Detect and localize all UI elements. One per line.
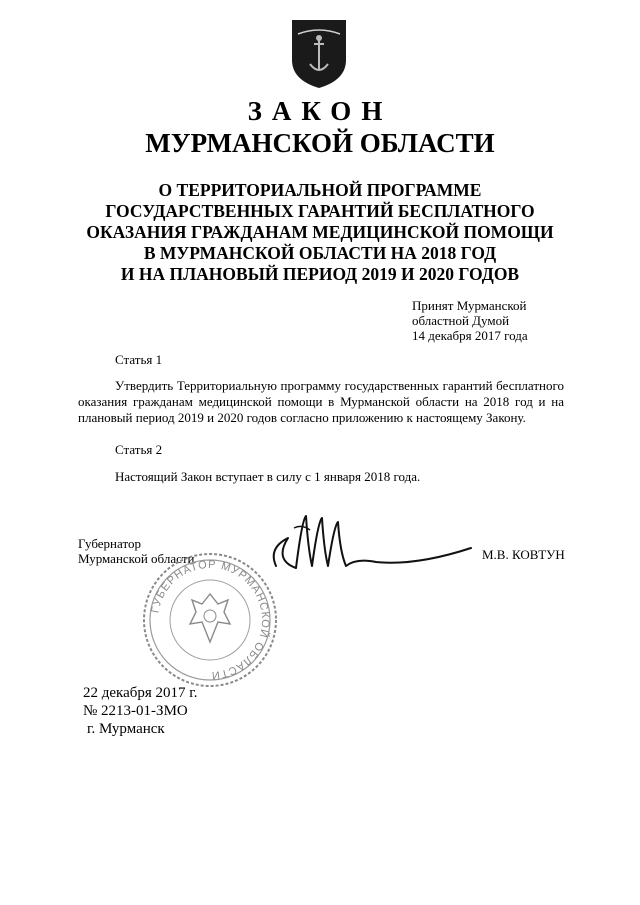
signatory-name: М.В. КОВТУН <box>482 547 565 562</box>
adoption-line: Принят Мурманской <box>412 298 527 313</box>
seal-icon <box>140 550 280 690</box>
article-2-text: Настоящий Закон вступает в силу с 1 января 2018 года. <box>115 469 421 484</box>
adoption-line: областной Думой <box>412 313 510 328</box>
svg-text:ГУБЕРНАТОР МУРМАНСКОЙ ОБЛАСТИ: ГУБЕРНАТОР МУРМАНСКОЙ ОБЛАСТИ <box>149 558 272 682</box>
article-1-text: Утвердить Территориальную программу государственных гарантий бесплатного оказания гражданам медицинской помощи в Мурманской области на 2018 год и на плановый период 2019 и 2020 годов согласно приложению к настоящему Закону. <box>78 378 564 425</box>
subject-line: И НА ПЛАНОВЫЙ ПЕРИОД 2019 И 2020 ГОДОВ <box>120 264 520 284</box>
subject-line: В МУРМАНСКОЙ ОБЛАСТИ НА 2018 ГОД <box>143 243 497 263</box>
coat-of-arms-icon <box>288 16 350 90</box>
law-number: № 2213-01-ЗМО <box>83 703 188 719</box>
signing-date: 22 декабря 2017 г. <box>83 685 198 701</box>
registration-block <box>83 684 198 738</box>
position-line: Губернатор <box>78 536 141 551</box>
adoption-date: 14 декабря 2017 года <box>412 328 528 343</box>
subject-line: О ТЕРРИТОРИАЛЬНОЙ ПРОГРАММЕ <box>158 180 482 200</box>
subject-line: ОКАЗАНИЯ ГРАЖДАНАМ МЕДИЦИНСКОЙ ПОМОЩИ <box>86 222 554 242</box>
signing-place: г. Мурманск <box>87 721 165 737</box>
article-2-heading: Статья 2 <box>115 442 163 457</box>
law-subject-heading <box>60 180 580 285</box>
signature-icon <box>266 508 476 578</box>
position-line: Мурманской области <box>78 551 195 566</box>
document-title-region: МУРМАНСКОЙ ОБЛАСТИ <box>145 128 495 158</box>
document-title-law: ЗАКОН <box>247 96 393 126</box>
subject-line: ГОСУДАРСТВЕННЫХ ГАРАНТИЙ БЕСПЛАТНОГО <box>105 201 535 221</box>
article-1-heading: Статья 1 <box>115 352 163 367</box>
adoption-note <box>412 298 528 343</box>
